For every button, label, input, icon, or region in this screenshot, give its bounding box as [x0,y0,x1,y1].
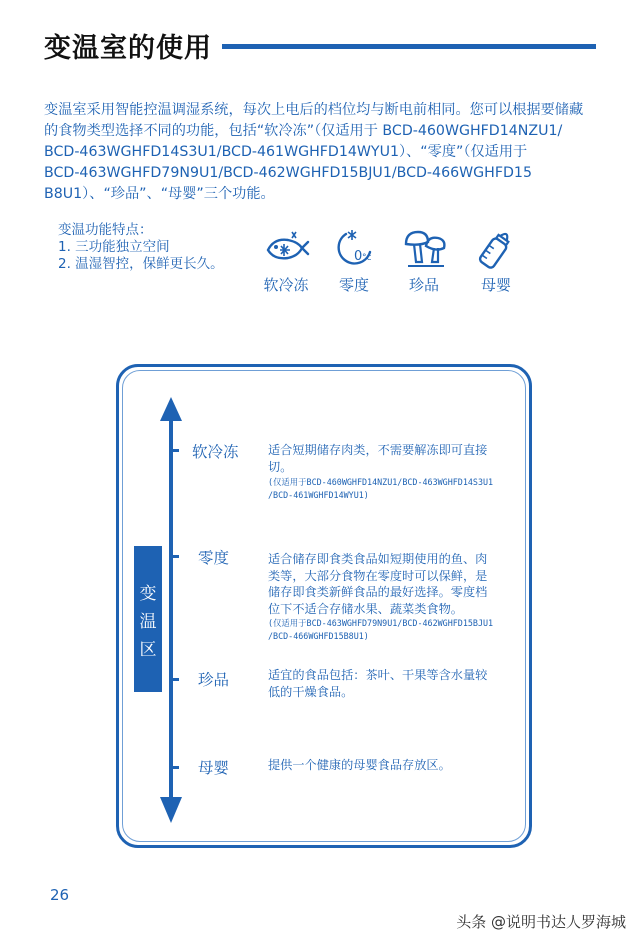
mode-note-soft-freeze [268,476,493,502]
svg-text:°c: °c [362,253,372,263]
intro-line: BCD-463WGHFD79N9U1/BCD-462WGHFD15BJU1/BCD-466WGHFD15 [44,165,532,181]
intro-line: BCD-463WGHFD14S3U1/BCD-461WGHFD14WYU1）、“零度”（仅适用于 [44,144,528,160]
mode-name-soft-freeze: 软冷冻 [192,443,239,461]
function-treasure [398,226,450,295]
mode-desc-baby [268,757,451,774]
svg-text:0: 0 [354,249,363,264]
mode-desc-line: 低的干燥食品。 [268,684,354,699]
watermark-text: 头条 @说明书达人罗海城 [456,913,626,931]
intro-paragraph [44,100,604,205]
mode-desc-line: 切。 [268,459,293,474]
intro-line: 的食物类型选择不同的功能，包括“软冷冻”（仅适用于 BCD-460WGHFD14NZU1/ [44,123,563,139]
mode-desc-line: 提供一个健康的母婴食品存放区。 [268,758,451,772]
mode-name-zero-degree: 零度 [198,549,230,567]
function-label: 珍品 [408,276,439,294]
function-baby [470,226,522,295]
mode-note-line: (仅适用于BCD-460WGHFD14NZU1/BCD-463WGHFD14S3U1 [268,477,494,487]
mode-note-zero-degree [268,617,493,643]
mode-note-line: (仅适用于BCD-463WGHFD79N9U1/BCD-462WGHFD15BJU1 [268,618,494,628]
features-heading: 变温功能特点： [58,222,153,238]
mode-name-baby: 母婴 [198,759,230,777]
mode-desc-treasure [268,667,487,700]
intro-line: B8U1）、“珍品”、“母婴”三个功能。 [44,186,275,202]
page-number: 26 [50,886,70,904]
mode-desc-zero-degree [268,551,487,617]
mode-note-line: /BCD-461WGHFD14WYU1) [268,490,369,500]
title-rule [222,44,596,49]
mode-desc-line: 适合储存即食类食品如短期使用的鱼、肉 [268,552,488,566]
function-label: 软冷冻 [263,276,309,294]
mode-desc-line: 适宜的食品包括：茶叶、干果等含水量较 [268,668,488,682]
function-zero-degree [328,226,380,295]
mode-name-treasure: 珍品 [198,671,230,689]
zero-degree-icon [330,226,378,272]
zone-label-char: 区 [139,640,157,660]
function-label: 零度 [338,276,369,294]
feature-item: 1. 三功能独立空间 [58,239,170,255]
mode-desc-line: 适合短期储存肉类，不需要解冻即可直接 [268,443,488,457]
treasure-mushroom-icon [400,226,448,272]
zone-label-char: 温 [139,612,157,632]
mode-desc-line: 类等，大部分食物在零度时可以保鲜，是 [268,568,488,583]
zone-label-char: 变 [139,584,157,604]
baby-bottle-icon [472,226,520,272]
intro-line: 变温室采用智能控温调湿系统，每次上电后的档位均与断电前相同。您可以根据要储藏 [44,102,584,118]
feature-item: 2. 温湿智控，保鲜更长久。 [58,256,224,272]
function-soft-freeze [260,226,312,295]
mode-desc-line: 储存即食类新鲜食品的最好选择。零度档 [268,585,488,599]
features-list [58,222,224,273]
zone-label-badge [134,546,162,692]
function-label: 母婴 [480,276,511,294]
page-title: 变温室的使用 [44,33,212,64]
mode-desc-line: 位下不适合存储水果、蔬菜类食物。 [268,601,463,616]
mode-desc-soft-freeze [268,442,487,475]
soft-freeze-fish-icon [262,226,310,272]
mode-note-line: /BCD-466WGHFD15B8U1) [268,631,369,641]
